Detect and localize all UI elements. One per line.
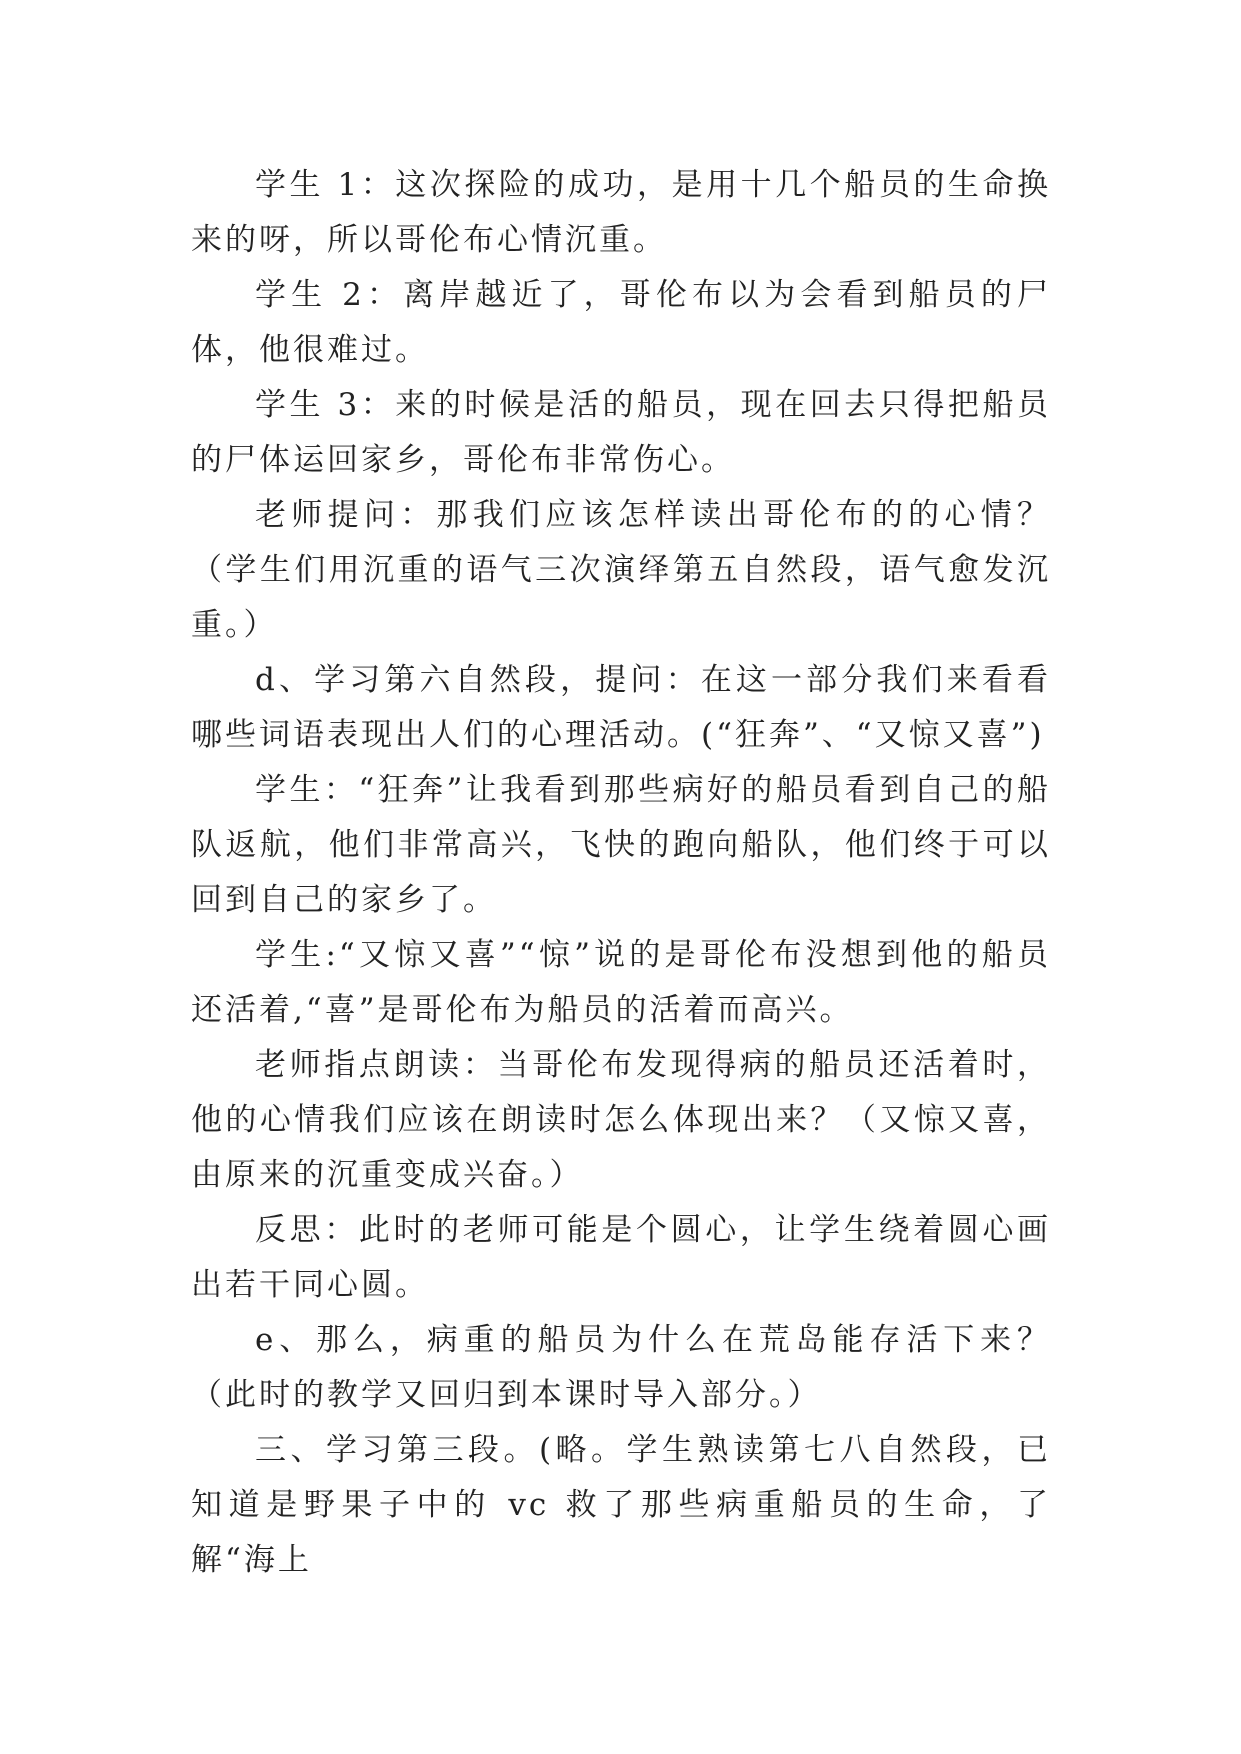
paragraph-student-kuangben: 学生：“狂奔”让我看到那些病好的船员看到自己的船队返航，他们非常高兴，飞快的跑向船队，他们终于可以回到自己的家乡了。 [191, 772, 1051, 918]
paragraph-student-jingxi: 学生:“又惊又喜”“惊”说的是哥伦布没想到他的船员还活着,“喜”是哥伦布为船员的活着而高兴。 [191, 937, 1051, 1028]
paragraph-reflection: 反思：此时的老师可能是个圆心，让学生绕着圆心画出若干同心圆。 [191, 1212, 1051, 1303]
paragraph-teacher-reading-guide: 老师指点朗读：当哥伦布发现得病的船员还活着时，他的心情我们应该在朗读时怎么体现出来？（又惊又喜，由原来的沉重变成兴奋。） [191, 1047, 1051, 1193]
document-body [191, 158, 1051, 1588]
paragraph-part-three: 三、学习第三段。(略。学生熟读第七八自然段，已知道是野果子中的 vc 救了那些病重船员的生命，了解“海上 [191, 1432, 1051, 1578]
paragraph-student-1: 学生 1：这次探险的成功，是用十几个船员的生命换来的呀，所以哥伦布心情沉重。 [191, 167, 1051, 258]
paragraph-teacher-question: 老师提问：那我们应该怎样读出哥伦布的的心情？（学生们用沉重的语气三次演绎第五自然段，语气愈发沉重。） [191, 497, 1051, 643]
paragraph-student-2: 学生 2：离岸越近了，哥伦布以为会看到船员的尸体，他很难过。 [191, 277, 1051, 368]
paragraph-section-d: d、学习第六自然段，提问：在这一部分我们来看看哪些词语表现出人们的心理活动。(“狂奔”、“又惊又喜”) [191, 662, 1051, 753]
paragraph-student-3: 学生 3：来的时候是活的船员，现在回去只得把船员的尸体运回家乡，哥伦布非常伤心。 [191, 387, 1051, 478]
paragraph-section-e: e、那么，病重的船员为什么在荒岛能存活下来？（此时的教学又回归到本课时导入部分。） [191, 1322, 1051, 1413]
